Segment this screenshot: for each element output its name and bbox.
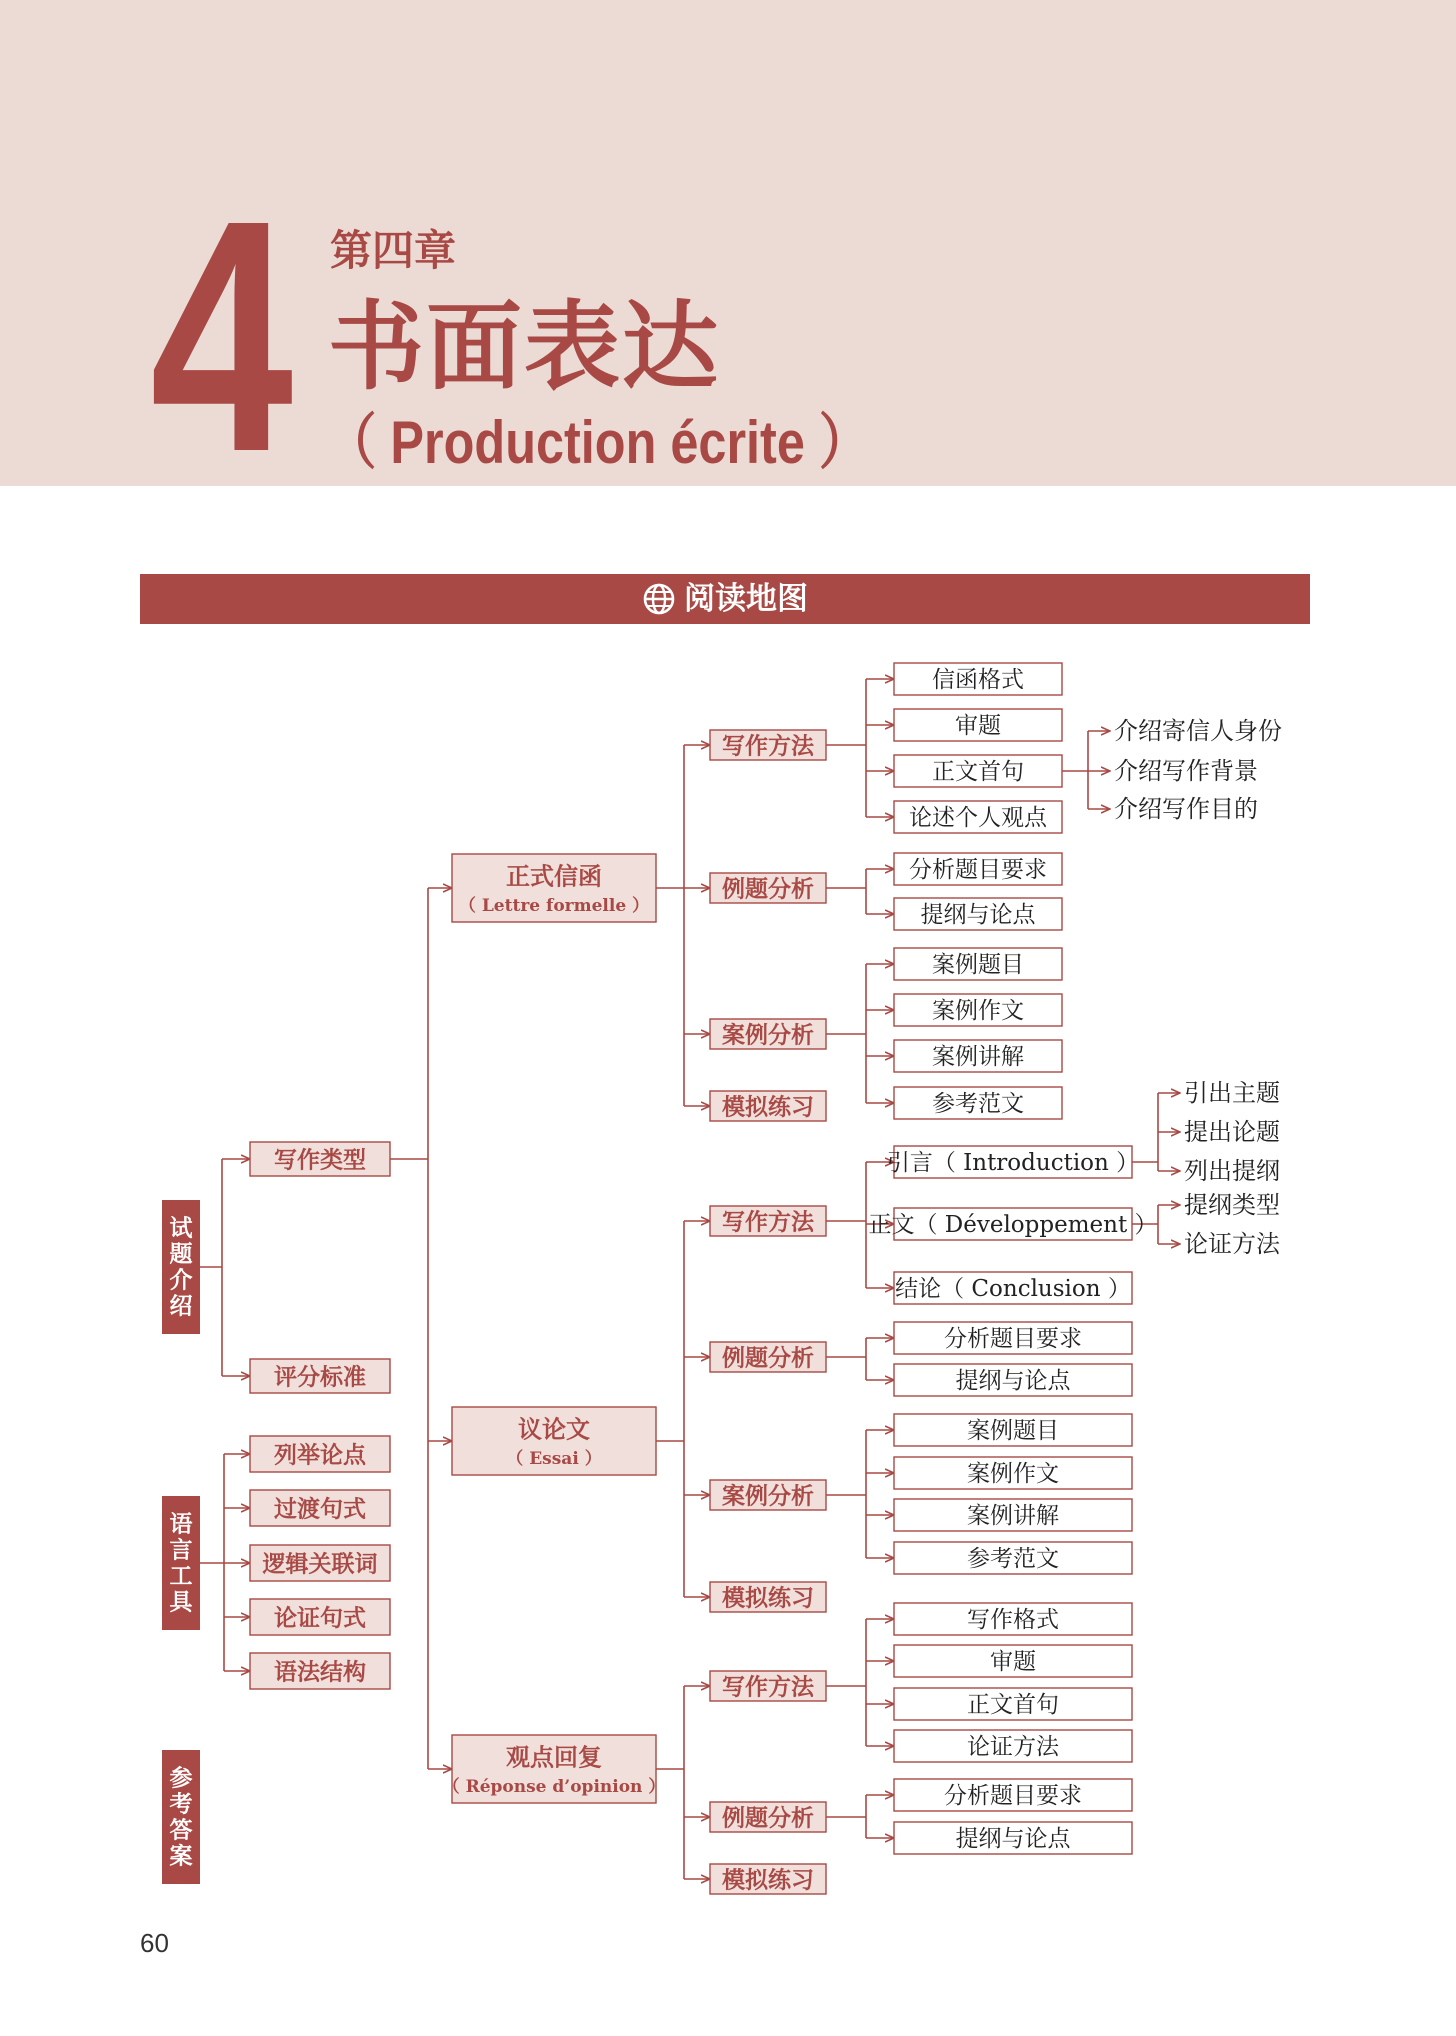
tab-char: 语 — [169, 1510, 193, 1538]
branch-node — [710, 730, 826, 760]
node-label: 审题 — [990, 1649, 1036, 1675]
leaf-node — [868, 1208, 1157, 1240]
node-label: 案例题目 — [967, 1418, 1059, 1444]
chapter-number: 4 — [150, 151, 291, 520]
note-body: 提纲类型 — [1184, 1191, 1280, 1219]
branch-node — [710, 1802, 826, 1832]
node-label: 提纲与论点 — [920, 902, 1036, 928]
node-label: 参考范文 — [932, 1091, 1024, 1117]
leaf-node — [894, 801, 1062, 833]
branch-node — [710, 1206, 826, 1236]
leaf-node — [894, 1688, 1132, 1720]
leaf-node — [894, 1087, 1062, 1119]
node-label: 案例讲解 — [932, 1044, 1024, 1070]
leaf-node — [894, 709, 1062, 741]
leaf-node — [894, 1499, 1132, 1531]
genre-name: 正式信函 — [506, 861, 602, 891]
writing-types-node — [250, 1142, 390, 1176]
leaf-node — [894, 994, 1062, 1026]
genre-subtitle: （ Essai ） — [506, 1449, 602, 1469]
branch-node — [710, 1671, 826, 1701]
genre-node — [452, 1407, 656, 1475]
node-label: 模拟练习 — [722, 1866, 814, 1894]
node-label: 写作方法 — [722, 1208, 814, 1236]
note-first-sentence: 介绍写作背景 — [1114, 757, 1258, 785]
leaf-node — [894, 663, 1062, 695]
leaf-node — [894, 1730, 1132, 1762]
scoring-node — [250, 1359, 390, 1393]
leaf-node — [894, 1779, 1132, 1811]
note-introduction: 引出主题 — [1184, 1079, 1280, 1107]
branch-node — [710, 1864, 826, 1894]
tab-char: 介 — [169, 1266, 193, 1294]
chapter-title: 书面表达 — [328, 291, 720, 403]
note-first-sentence: 介绍寄信人身份 — [1114, 717, 1282, 745]
note-introduction: 提出论题 — [1184, 1118, 1280, 1146]
node-label: 审题 — [955, 713, 1001, 739]
language-tool-node — [250, 1653, 390, 1689]
node-label: 逻辑关联词 — [262, 1550, 378, 1578]
node-label: 论述个人观点 — [909, 805, 1047, 831]
tab-char: 考 — [169, 1790, 193, 1818]
node-label: 语法结构 — [274, 1658, 366, 1686]
chapter-subtitle: （ Production écrite ） — [326, 409, 870, 476]
node-label: 分析题目要求 — [944, 1783, 1082, 1809]
node-label: 案例作文 — [932, 998, 1024, 1024]
leaf-node — [894, 898, 1062, 930]
leaf-node — [894, 1603, 1132, 1635]
note-first-sentence: 介绍写作目的 — [1114, 795, 1258, 823]
genre-node — [452, 854, 656, 922]
node-label: 引言（ Introduction ） — [886, 1150, 1140, 1176]
note-introduction: 列出提纲 — [1184, 1157, 1280, 1185]
node-label: 模拟练习 — [722, 1093, 814, 1121]
node-label: 正文首句 — [967, 1692, 1059, 1718]
node-label: 论证句式 — [274, 1604, 366, 1632]
node-label: 写作格式 — [967, 1607, 1059, 1633]
tab-char: 工 — [169, 1562, 193, 1590]
branch-node — [710, 873, 826, 903]
leaf-node — [894, 1040, 1062, 1072]
node-label: 例题分析 — [722, 1804, 814, 1832]
leaf-node — [894, 1272, 1132, 1304]
node-label: 评分标准 — [274, 1363, 366, 1391]
language-tool-node — [250, 1599, 390, 1635]
branch-node — [710, 1019, 826, 1049]
genre-node — [443, 1735, 666, 1803]
genre-subtitle: （ Lettre formelle ） — [458, 896, 650, 916]
genre-name: 议论文 — [518, 1414, 590, 1444]
chapter-label: 第四章 — [330, 226, 457, 275]
tab-char: 案 — [169, 1842, 193, 1870]
node-label: 案例题目 — [932, 952, 1024, 978]
node-label: 例题分析 — [722, 875, 814, 903]
node-label: 模拟练习 — [722, 1584, 814, 1612]
node-label: 案例分析 — [722, 1482, 814, 1510]
tab-char: 参 — [169, 1764, 193, 1792]
node-label: 正文首句 — [932, 759, 1024, 785]
language-tool-node — [250, 1545, 390, 1581]
leaf-node — [887, 1146, 1139, 1178]
tab-language-tools — [162, 1496, 200, 1630]
note-body: 论证方法 — [1184, 1230, 1280, 1258]
tab-answers — [162, 1750, 200, 1884]
genre-name: 观点回复 — [506, 1742, 602, 1772]
tab-char: 答 — [169, 1816, 193, 1844]
leaf-node — [894, 1542, 1132, 1574]
node-label: 写作类型 — [274, 1146, 366, 1174]
tab-intro — [162, 1200, 200, 1334]
tab-char: 具 — [169, 1588, 193, 1616]
node-label: 提纲与论点 — [955, 1368, 1071, 1394]
node-label: 案例作文 — [967, 1461, 1059, 1487]
node-label: 结论（ Conclusion ） — [895, 1276, 1131, 1302]
language-tool-node — [250, 1436, 390, 1472]
node-label: 写作方法 — [722, 732, 814, 760]
node-label: 参考范文 — [967, 1546, 1059, 1572]
node-label: 信函格式 — [932, 667, 1024, 693]
tab-char: 绍 — [169, 1292, 193, 1320]
tab-char: 言 — [169, 1536, 193, 1564]
branch-node — [710, 1480, 826, 1510]
branch-node — [710, 1582, 826, 1612]
leaf-node — [894, 1322, 1132, 1354]
tab-char: 试 — [169, 1214, 193, 1242]
leaf-node — [894, 1822, 1132, 1854]
leaf-node — [894, 853, 1062, 885]
node-label: 列举论点 — [274, 1441, 366, 1469]
tab-char: 题 — [169, 1240, 193, 1268]
node-label: 提纲与论点 — [955, 1826, 1071, 1852]
leaf-node — [894, 1457, 1132, 1489]
banner-label: 阅读地图 — [684, 581, 808, 617]
node-label: 过渡句式 — [274, 1495, 366, 1523]
leaf-node — [894, 755, 1062, 787]
node-label: 案例讲解 — [967, 1503, 1059, 1529]
node-label: 论证方法 — [967, 1734, 1059, 1760]
leaf-node — [894, 1364, 1132, 1396]
leaf-node — [894, 1414, 1132, 1446]
language-tool-node — [250, 1490, 390, 1526]
node-label: 正文（ Développement ） — [868, 1212, 1158, 1238]
genre-subtitle: （ Réponse d’opinion ） — [442, 1777, 666, 1797]
node-label: 写作方法 — [722, 1673, 814, 1701]
leaf-node — [894, 1645, 1132, 1677]
node-label: 案例分析 — [722, 1021, 814, 1049]
branch-node — [710, 1342, 826, 1372]
page-number: 60 — [140, 1928, 169, 1958]
node-label: 分析题目要求 — [909, 857, 1047, 883]
leaf-node — [894, 948, 1062, 980]
node-label: 分析题目要求 — [944, 1326, 1082, 1352]
node-label: 例题分析 — [722, 1344, 814, 1372]
branch-node — [710, 1091, 826, 1121]
